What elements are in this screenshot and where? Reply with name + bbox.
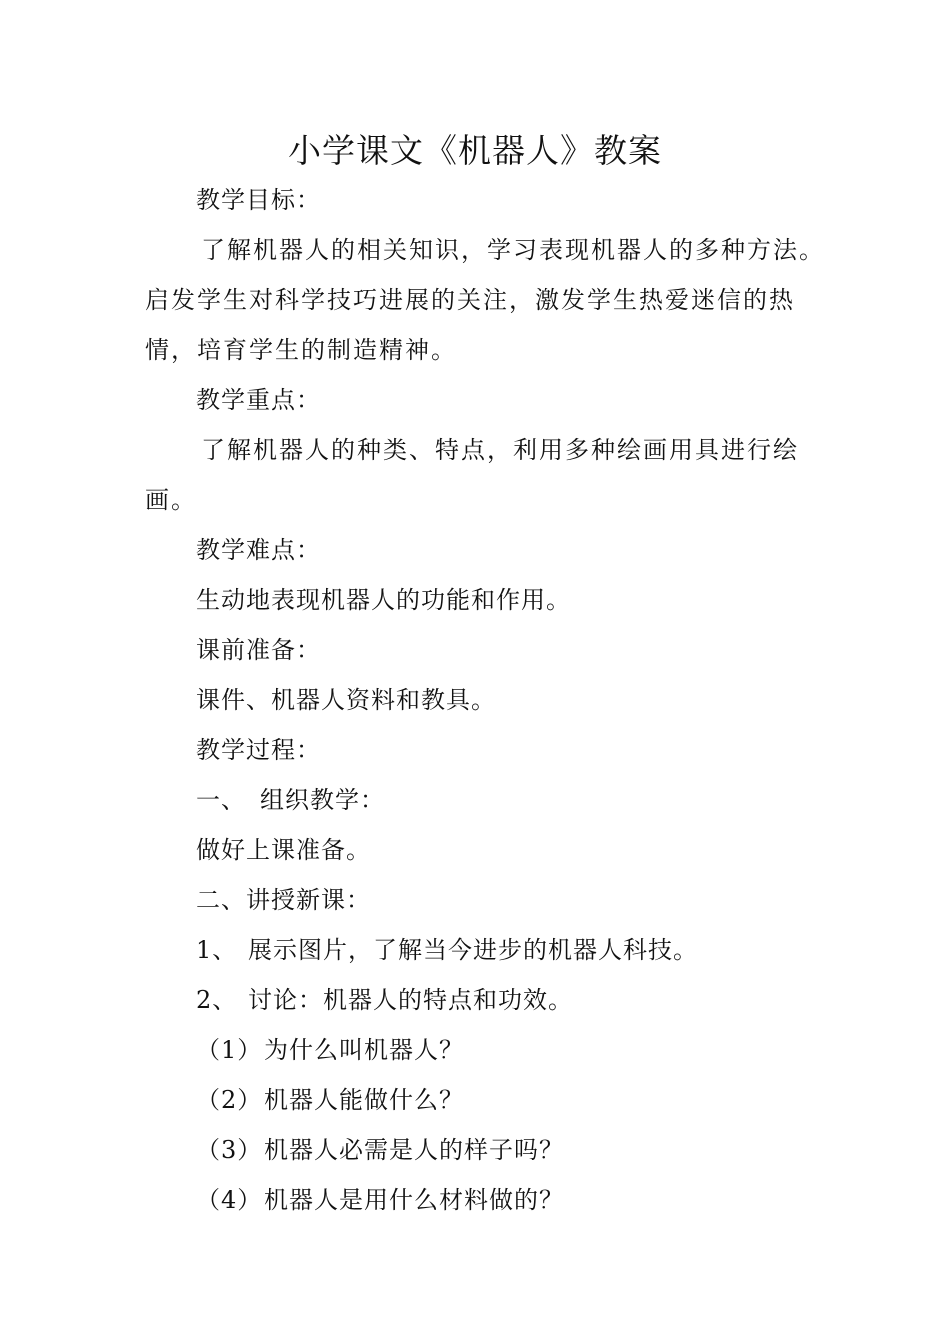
- process-heading: 教学过程：: [196, 736, 321, 764]
- list-item: [196, 975, 573, 1025]
- list-item-text: 展示图片，了解当今进步的机器人科技。: [248, 936, 698, 964]
- preparation-heading: 课前准备：: [196, 636, 321, 664]
- question-number: （4）: [196, 1186, 263, 1214]
- document-title: 小学课文《机器人》教案: [288, 131, 662, 170]
- list-item-number: 2、: [196, 986, 238, 1014]
- key-points-heading: 教学重点：: [196, 386, 321, 414]
- question-item: [196, 1075, 464, 1125]
- list-item-text: 讨论：机器人的特点和功效。: [248, 986, 573, 1014]
- question-number: （1）: [196, 1036, 263, 1064]
- step-one: [196, 775, 385, 825]
- question-text: 为什么叫机器人？: [264, 1036, 464, 1064]
- key-points-paragraph: 了解机器人的种类、特点，利用多种绘画用具进行绘画。: [145, 436, 799, 514]
- question-item: [196, 1175, 564, 1225]
- question-item: [196, 1125, 564, 1175]
- question-text: 机器人能做什么？: [264, 1086, 464, 1114]
- step-one-number: 一、: [196, 786, 246, 814]
- objectives-paragraph: 了解机器人的相关知识，学习表现机器人的多种方法。启发学生对科学技巧进展的关注，激发学生热爱迷信的热情，培育学生的制造精神。: [145, 236, 825, 364]
- question-text: 机器人是用什么材料做的？: [264, 1186, 564, 1214]
- list-item: [196, 925, 698, 975]
- question-number: （2）: [196, 1086, 263, 1114]
- step-one-label: 组织教学：: [260, 786, 385, 814]
- preparation-text: 课件、机器人资料和教具。: [196, 686, 496, 714]
- difficulty-text: 生动地表现机器人的功能和作用。: [196, 586, 571, 614]
- question-text: 机器人必需是人的样子吗？: [264, 1136, 564, 1164]
- question-number: （3）: [196, 1136, 263, 1164]
- objectives-heading: 教学目标：: [196, 186, 321, 214]
- difficulty-heading: 教学难点：: [196, 536, 321, 564]
- list-item-number: 1、: [196, 936, 238, 964]
- step-one-text: 做好上课准备。: [196, 836, 371, 864]
- question-item: [196, 1025, 464, 1075]
- step-two-heading: 二、讲授新课：: [196, 886, 371, 914]
